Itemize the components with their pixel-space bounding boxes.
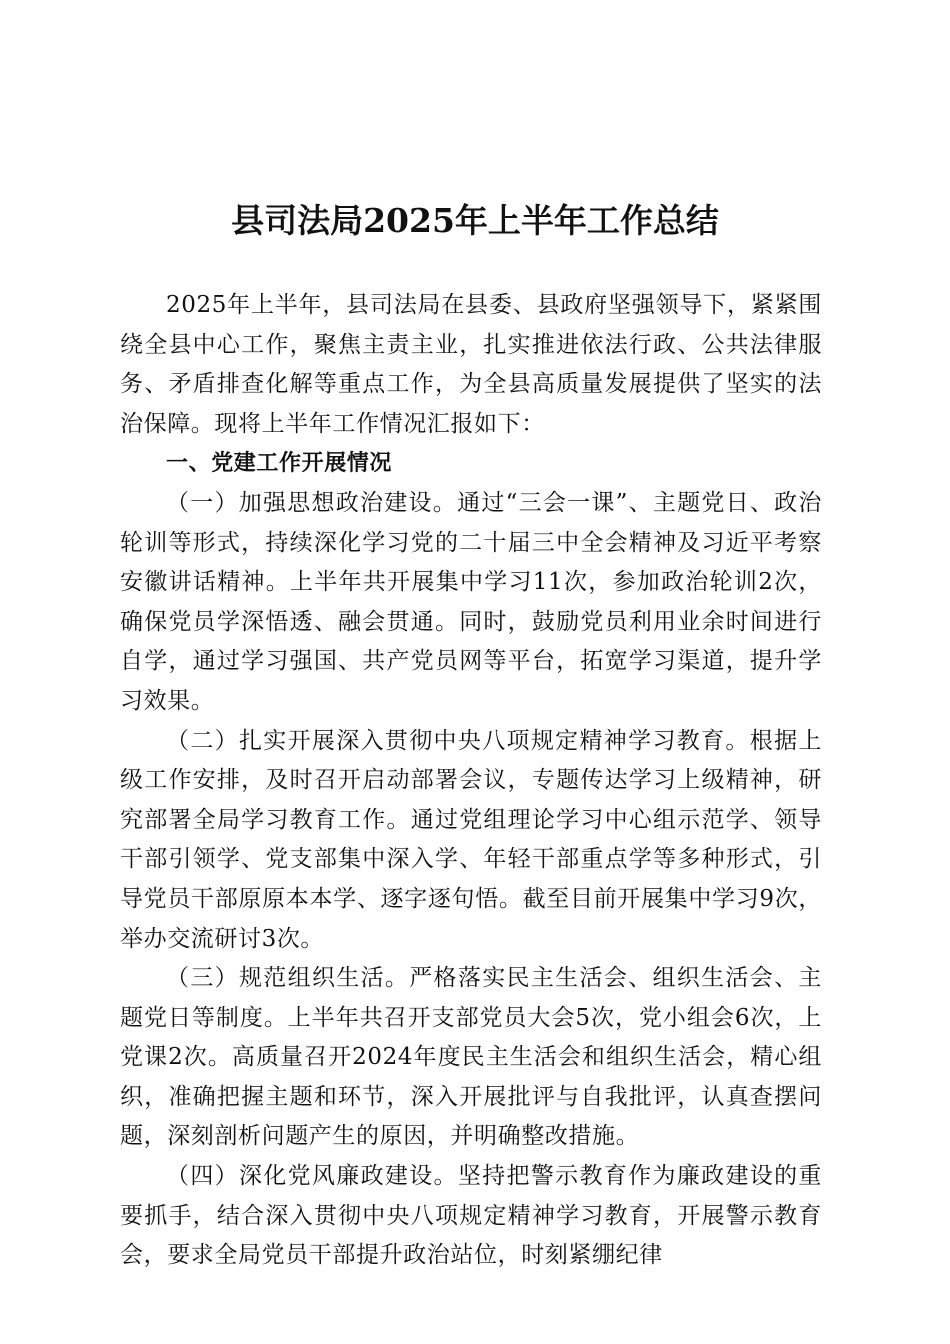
item-text: 严格落实民主生活会、组织生活会、主题党日等制度。上半年共召开支部党员大会5次，党小组会6次，上党课2次。高质量召开2024年度民主生活会和组织生活会，精心组织，准确把握主题和环节，深入开展批评与自我批评，认真查摆问题，深刻剖析问题产生的原因，并明确整改措施。 [120,965,823,1150]
document-title: 县司法局2025年上半年工作总结 [231,201,719,240]
item-paragraph [120,959,822,1157]
item-lead: （三）规范组织生活。 [166,965,410,992]
item-paragraph [120,484,822,722]
item-lead: （二）扎实开展深入贯彻中央八项规定精神学习教育。 [166,727,750,754]
item-lead: （四）深化党风廉政建设。 [166,1163,458,1190]
item-lead: （一）加强思想政治建设。 [166,489,458,516]
item-text: 通过“三会一课”、主题党日、政治轮训等形式，持续深化学习党的二十届三中全会精神及习近平考察安徽讲话精神。上半年共开展集中学习11次，参加政治轮训2次，确保党员学深悟透、融会贯通。同时，鼓励党员利用业余时间进行自学，通过学习强国、共产党员网等平台，拓宽学习渠道，提升学习效果。 [120,489,822,714]
intro-paragraph: 2025年上半年，县司法局在县委、县政府坚强领导下，紧紧围绕全县中心工作，聚焦主责主业，扎实推进依法行政、公共法律服务、矛盾排查化解等重点工作，为全县高质量发展提供了坚实的法治保障。现将上半年工作情况汇报如下： [120,292,822,437]
item-paragraph [120,1157,822,1276]
item-paragraph [120,722,822,960]
section-heading-party-building: 一、党建工作开展情况 [166,451,393,477]
item-text: 根据上级工作安排，及时召开启动部署会议，专题传达学习上级精神，研究部署全局学习教育工作。通过党组理论学习中心组示范学、领导干部引领学、党支部集中深入学、年轻干部重点学等多种形式，引导党员干部原原本本学、逐字逐句悟。截至目前开展集中学习9次，举办交流研讨3次。 [120,727,822,952]
item-text: 坚持把警示教育作为廉政建设的重要抓手，结合深入贯彻中央八项规定精神学习教育，开展警示教育会，要求全局党员干部提升政治站位，时刻紧绷纪律 [120,1163,823,1269]
document-body [120,286,822,1276]
